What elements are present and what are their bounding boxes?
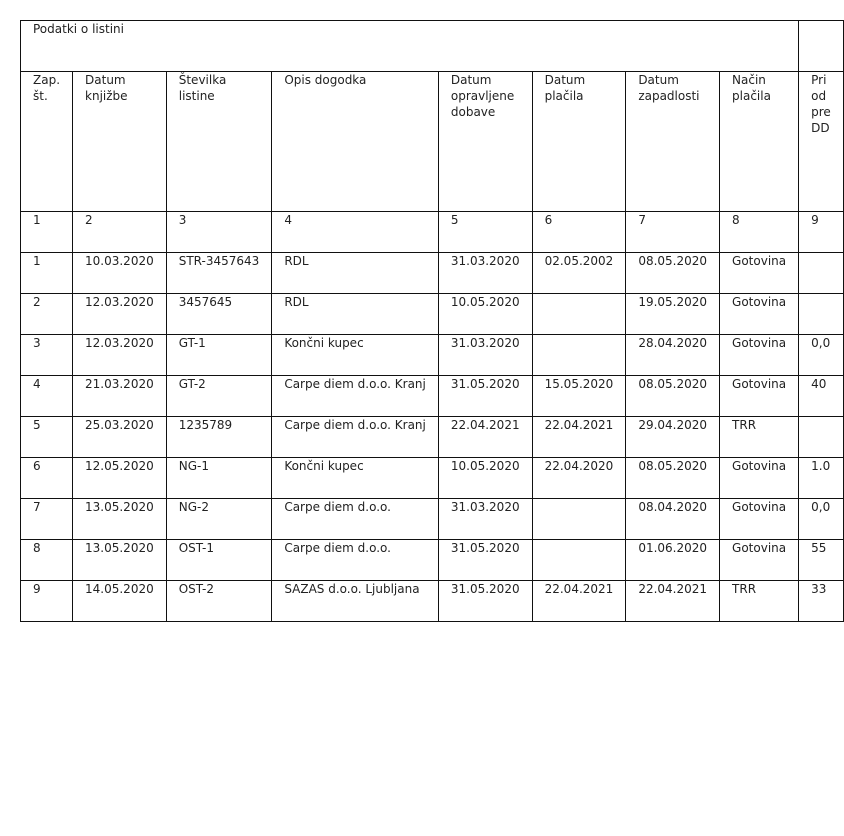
column-header-line: dobave xyxy=(450,105,496,119)
column-header-line: knjižbe xyxy=(85,89,128,103)
table-cell: 3457645 xyxy=(166,294,272,335)
column-number-cell: 9 xyxy=(799,212,844,253)
column-header-line: plačila xyxy=(544,89,584,103)
table-cell: TRR xyxy=(720,417,799,458)
group-header-cell: Podatki o listini xyxy=(21,21,799,72)
table-cell: 10.03.2020 xyxy=(73,253,167,294)
table-cell: STR-3457643 xyxy=(166,253,272,294)
table-row xyxy=(21,335,844,376)
group-header-row xyxy=(21,21,844,72)
column-header-line: opravljene xyxy=(450,89,515,103)
table-cell: 6 xyxy=(21,458,73,499)
table-cell: Končni kupec xyxy=(272,458,439,499)
table-cell xyxy=(532,540,626,581)
table-cell: 19.05.2020 xyxy=(626,294,720,335)
column-header-line: Datum xyxy=(544,73,586,87)
table-cell: SAZAS d.o.o. Ljubljana xyxy=(272,581,439,622)
table-cell: 22.04.2020 xyxy=(532,458,626,499)
column-header-line: DD xyxy=(811,121,830,135)
table-cell: 7 xyxy=(21,499,73,540)
table-cell: 22.04.2021 xyxy=(532,581,626,622)
table-cell xyxy=(532,294,626,335)
table-cell: 21.03.2020 xyxy=(73,376,167,417)
table-cell: 4 xyxy=(21,376,73,417)
column-header-line: Datum xyxy=(450,73,492,87)
table-cell: Končni kupec xyxy=(272,335,439,376)
column-header-line: Opis dogodka xyxy=(284,73,367,87)
column-header xyxy=(532,72,626,212)
table-row xyxy=(21,499,844,540)
column-header-line: Datum xyxy=(85,73,126,87)
table-cell: 31.05.2020 xyxy=(438,376,532,417)
column-header-row xyxy=(21,72,844,212)
table-cell: 33 xyxy=(799,581,844,622)
table-body xyxy=(21,212,844,622)
column-header xyxy=(272,72,439,212)
column-number-cell: 4 xyxy=(272,212,439,253)
column-header xyxy=(438,72,532,212)
table-row xyxy=(21,581,844,622)
table-cell: 0,0 xyxy=(799,335,844,376)
table-cell: 08.04.2020 xyxy=(626,499,720,540)
table-cell: 5 xyxy=(21,417,73,458)
table-cell: 28.04.2020 xyxy=(626,335,720,376)
column-number-cell: 7 xyxy=(626,212,720,253)
table-cell: Carpe diem d.o.o. xyxy=(272,540,439,581)
table-cell: 13.05.2020 xyxy=(73,499,167,540)
table-cell: 31.03.2020 xyxy=(438,335,532,376)
table-cell: Gotovina xyxy=(720,458,799,499)
column-header-line: pre xyxy=(811,105,831,119)
table-cell: Gotovina xyxy=(720,335,799,376)
table-cell: 29.04.2020 xyxy=(626,417,720,458)
column-header-line: Datum xyxy=(638,73,679,87)
table-cell: 1235789 xyxy=(166,417,272,458)
table-cell: RDL xyxy=(272,294,439,335)
table-cell: Gotovina xyxy=(720,253,799,294)
column-header-line: zapadlosti xyxy=(638,89,700,103)
table-cell: 13.05.2020 xyxy=(73,540,167,581)
table-row xyxy=(21,253,844,294)
table-cell: TRR xyxy=(720,581,799,622)
table-cell: Gotovina xyxy=(720,294,799,335)
table-row xyxy=(21,376,844,417)
column-header-line: Zap. xyxy=(33,73,61,87)
table-row xyxy=(21,417,844,458)
table-cell: Gotovina xyxy=(720,499,799,540)
table-cell: 0,0 xyxy=(799,499,844,540)
table-cell: 08.05.2020 xyxy=(626,376,720,417)
table-row xyxy=(21,540,844,581)
ledger-table xyxy=(20,20,844,622)
table-cell: 25.03.2020 xyxy=(73,417,167,458)
table-cell: 10.05.2020 xyxy=(438,294,532,335)
table-cell: 31.03.2020 xyxy=(438,253,532,294)
table-cell xyxy=(799,294,844,335)
table-cell: 12.03.2020 xyxy=(73,294,167,335)
table-cell: 1 xyxy=(21,253,73,294)
column-header xyxy=(166,72,272,212)
table-cell: 01.06.2020 xyxy=(626,540,720,581)
column-number-cell: 1 xyxy=(21,212,73,253)
column-header-line: listine xyxy=(178,89,215,103)
column-number-cell: 2 xyxy=(73,212,167,253)
column-header xyxy=(799,72,844,212)
table-cell: 2 xyxy=(21,294,73,335)
table-cell: GT-2 xyxy=(166,376,272,417)
table-cell: 55 xyxy=(799,540,844,581)
table-cell: NG-2 xyxy=(166,499,272,540)
table-cell: 02.05.2002 xyxy=(532,253,626,294)
table-cell: OST-2 xyxy=(166,581,272,622)
table-cell: 22.04.2021 xyxy=(626,581,720,622)
column-number-cell: 8 xyxy=(720,212,799,253)
column-header xyxy=(21,72,73,212)
column-header-line: Številka xyxy=(178,73,227,87)
table-cell: 12.03.2020 xyxy=(73,335,167,376)
table-cell: 08.05.2020 xyxy=(626,253,720,294)
column-header-line: Način xyxy=(732,73,766,87)
column-number-row xyxy=(21,212,844,253)
table-cell: 22.04.2021 xyxy=(532,417,626,458)
column-header xyxy=(73,72,167,212)
table-cell: OST-1 xyxy=(166,540,272,581)
table-cell xyxy=(532,335,626,376)
table-cell xyxy=(799,253,844,294)
table-cell: 12.05.2020 xyxy=(73,458,167,499)
table-cell: 31.05.2020 xyxy=(438,581,532,622)
group-header-cell-partial xyxy=(799,21,844,72)
table-cell: 08.05.2020 xyxy=(626,458,720,499)
table-cell: 40 xyxy=(799,376,844,417)
column-number-cell: 5 xyxy=(438,212,532,253)
table-cell: 15.05.2020 xyxy=(532,376,626,417)
table-cell: Carpe diem d.o.o. Kranj xyxy=(272,417,439,458)
table-cell xyxy=(532,499,626,540)
column-header-line: od xyxy=(811,89,827,103)
table-row xyxy=(21,458,844,499)
table-cell: RDL xyxy=(272,253,439,294)
table-row xyxy=(21,294,844,335)
column-header xyxy=(626,72,720,212)
column-header xyxy=(720,72,799,212)
column-header-line: št. xyxy=(33,89,48,103)
column-header-line: Pri xyxy=(811,73,827,87)
table-cell xyxy=(799,417,844,458)
column-header-line: plačila xyxy=(732,89,771,103)
table-cell: 3 xyxy=(21,335,73,376)
column-number-cell: 6 xyxy=(532,212,626,253)
table-cell: 8 xyxy=(21,540,73,581)
table-cell: Carpe diem d.o.o. Kranj xyxy=(272,376,439,417)
table-cell: Gotovina xyxy=(720,376,799,417)
table-cell: 14.05.2020 xyxy=(73,581,167,622)
table-cell: 9 xyxy=(21,581,73,622)
table-cell: NG-1 xyxy=(166,458,272,499)
column-number-cell: 3 xyxy=(166,212,272,253)
table-cell: GT-1 xyxy=(166,335,272,376)
table-cell: 10.05.2020 xyxy=(438,458,532,499)
table-cell: Carpe diem d.o.o. xyxy=(272,499,439,540)
table-cell: 31.03.2020 xyxy=(438,499,532,540)
table-cell: Gotovina xyxy=(720,540,799,581)
table-cell: 1.0 xyxy=(799,458,844,499)
table-cell: 22.04.2021 xyxy=(438,417,532,458)
table-cell: 31.05.2020 xyxy=(438,540,532,581)
